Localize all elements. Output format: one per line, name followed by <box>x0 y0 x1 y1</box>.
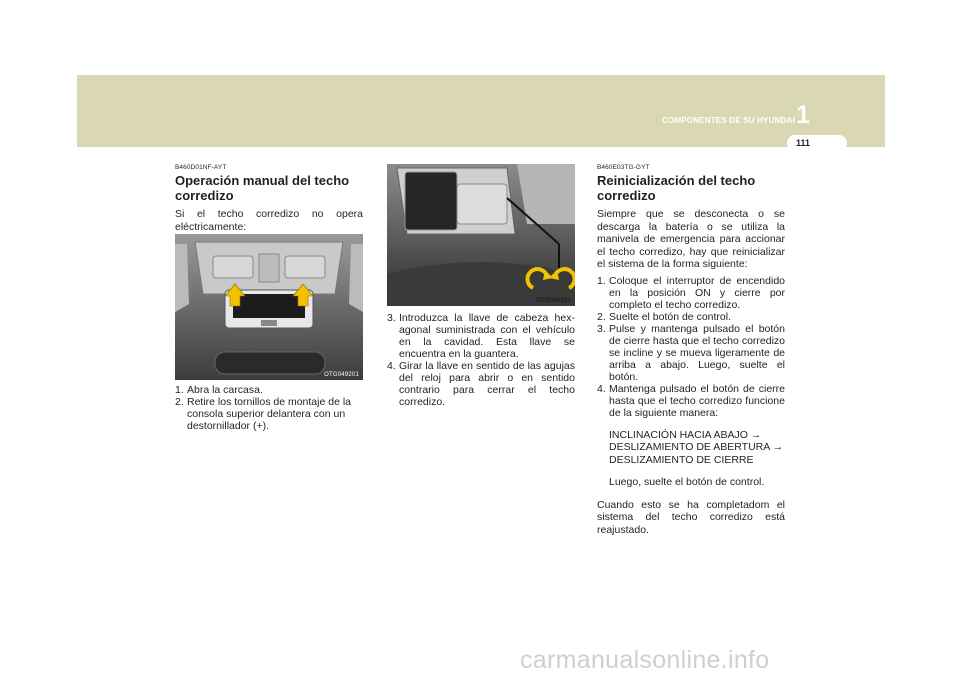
section-label: COMPONENTES DE SU HYUNDAI <box>661 116 795 125</box>
section-code: B460E03TG-GYT <box>597 164 650 171</box>
step-item: 3. Introduzca la llave de cabeza hex-agonal suministrada con el vehículo en la cavidad. Esta llave se encuentra en la guantera. <box>387 312 575 360</box>
header-band <box>77 75 885 147</box>
step-item: 1. Coloque el interruptor de encendido en la posición ON y cierre por completo el techo corredizo. <box>597 274 785 311</box>
hex-key-photo <box>387 164 575 306</box>
section-title: Reinicialización del techo corredizo <box>597 173 756 203</box>
step-item: 1. Abra la carcasa. <box>175 384 263 396</box>
photo-code: OTG049200 <box>536 298 571 304</box>
left-steps <box>175 384 365 432</box>
photo-code: OTG049201 <box>324 372 359 378</box>
release-text: Luego, suelte el botón de control. <box>609 476 765 488</box>
intro-text: Siempre que se desconecta o se descarga la batería o se utiliza la manivela de emergencia para accionar el techo corredizo, hay que reinicializar el sistema de la forma siguiente: <box>597 208 785 270</box>
middle-steps <box>387 312 575 408</box>
closing-text: Cuando esto se ha completadom el sistema del techo corredizo está reajustado. <box>597 498 785 536</box>
sequence-text: INCLINACIÓN HACIA ABAJO → DESLIZAMIENTO DE ABERTURA → DESLIZAMIENTO DE CIERRE <box>609 428 784 466</box>
console-photo <box>175 234 363 380</box>
chapter-number: 1 <box>796 101 810 129</box>
section-title: Operación manual del techo corredizo <box>175 173 350 203</box>
console-photo-illustration <box>175 234 363 380</box>
step-item: 2. Suelte el botón de control. <box>597 310 732 323</box>
step-item: 3. Pulse y mantenga pulsado el botón de cierre hasta que el techo corredizo se incline y se mueva ligeramente de arriba a abajo. Luego, suelte el botón. <box>597 322 785 383</box>
watermark: carmanualsonline.info <box>520 646 770 674</box>
intro-text: Si el techo corredizo no opera eléctricamente: <box>175 208 363 233</box>
page-number: 111 <box>795 138 811 148</box>
left-column <box>175 164 363 233</box>
section-code: B460D01NF-AYT <box>175 164 227 171</box>
step-item: 2. Retire los tornillos de montaje de la consola superior delantera con un destornillador (+). <box>175 396 352 432</box>
right-column <box>597 164 785 536</box>
step-item: 4. Mantenga pulsado el botón de cierre hasta que el techo corredizo funcione de la siguiente manera: <box>597 382 785 419</box>
hex-key-photo-illustration <box>387 164 575 306</box>
step-item: 4. Girar la llave en sentido de las agujas del reloj para abrir o en sentido contrario para cerrar el techo corredizo. <box>387 360 575 408</box>
